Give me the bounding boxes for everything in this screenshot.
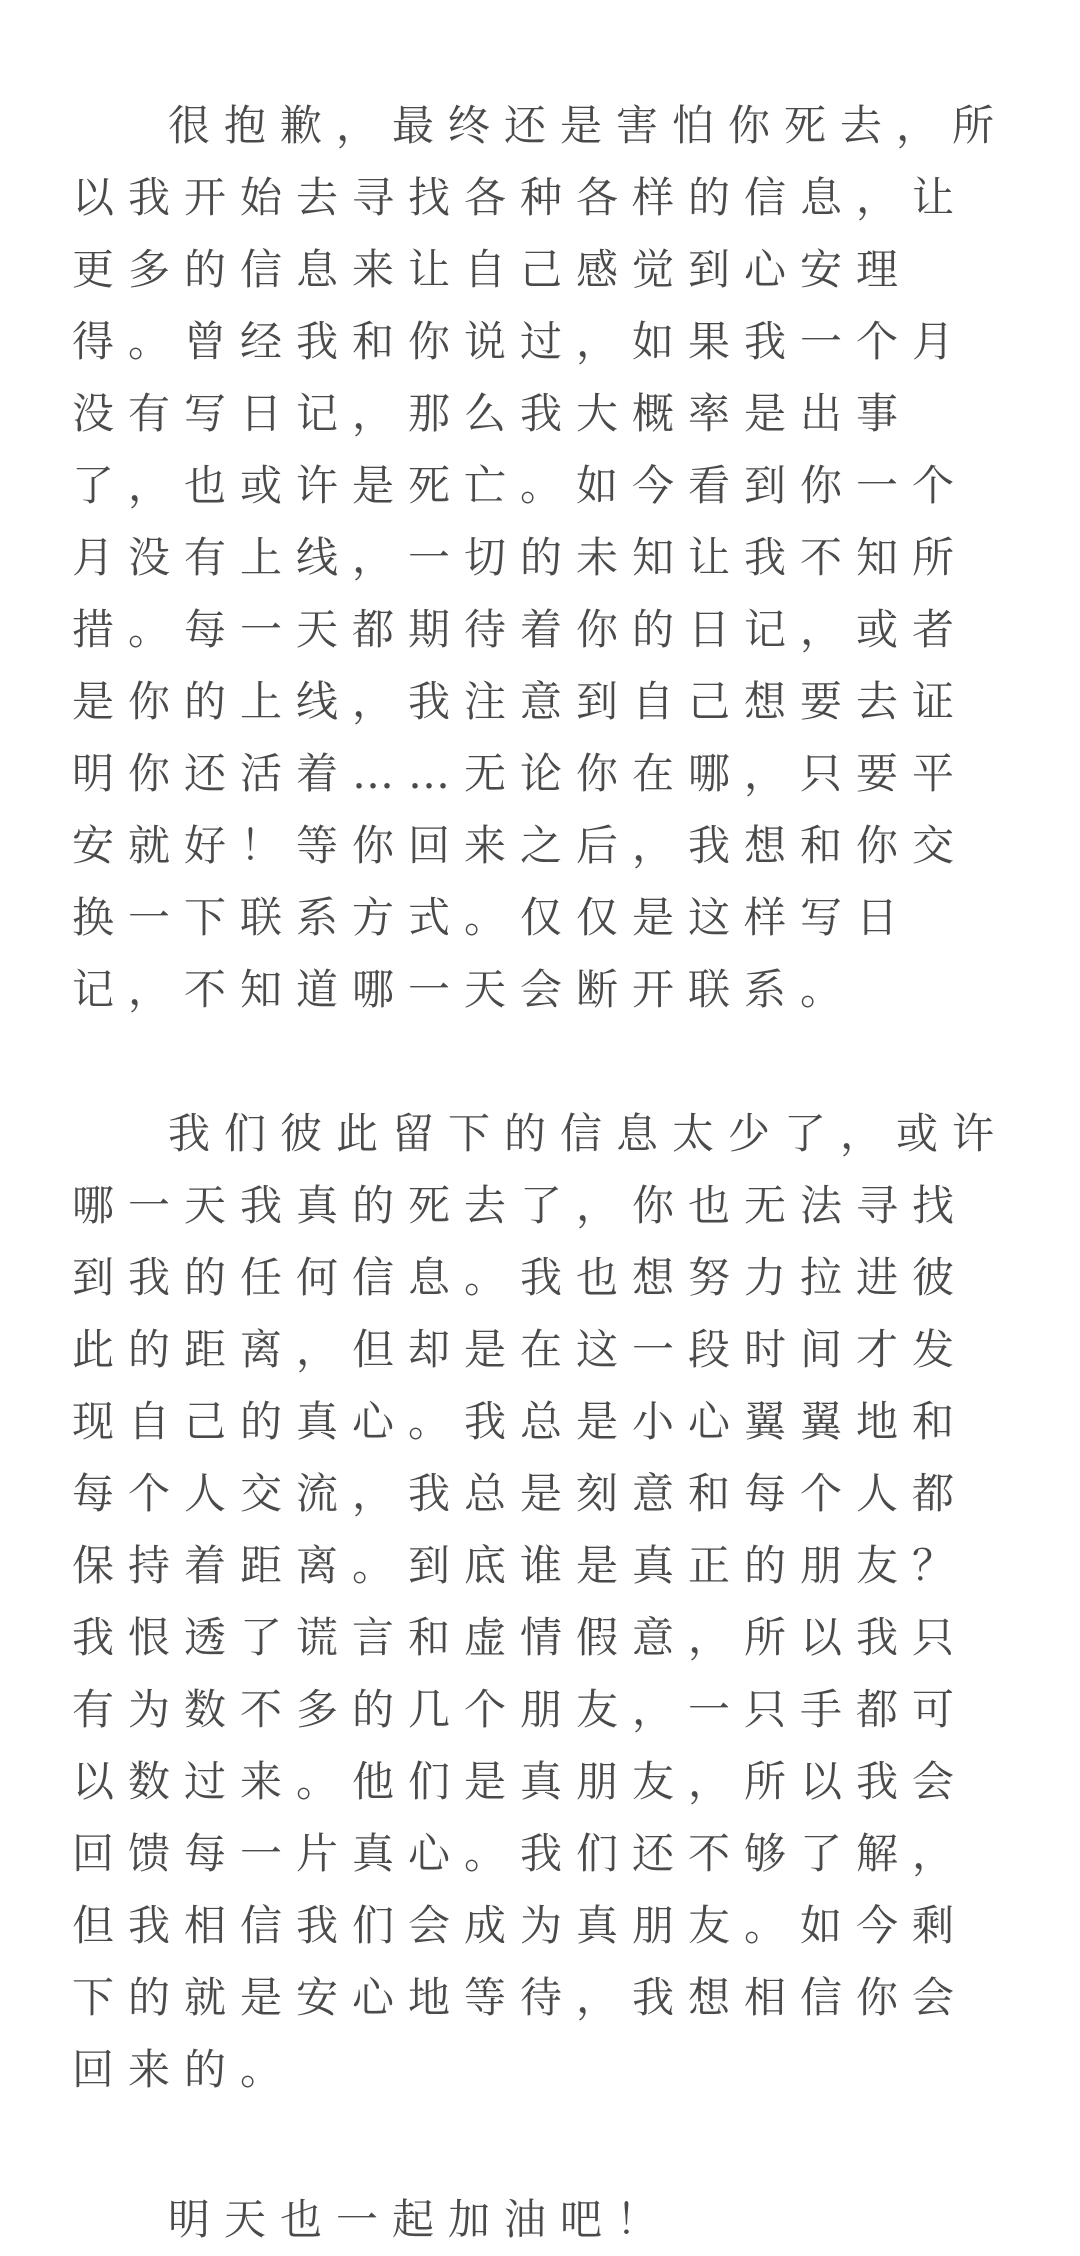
paragraph-spacer <box>72 1026 1008 1098</box>
paragraph-spacer <box>72 2106 1008 2184</box>
paragraph-2: 我们彼此留下的信息太少了，或许哪一天我真的死去了，你也无法寻找到我的任何信息。我也想努力拉进彼此的距离，但却是在这一段时间才发现自己的真心。我总是小心翼翼地和每个人交流，我总是刻意和每个人都保持着距离。到底谁是真正的朋友？我恨透了谎言和虚情假意，所以我只有为数不多的几个朋友，一只手都可以数过来。他们是真朋友，所以我会回馈每一片真心。我们还不够了解，但我相信我们会成为真朋友。如今剩下的就是安心地等待，我想相信你会回来的。 <box>72 1109 1009 2094</box>
paragraph-3: 明天也一起加油吧！ <box>168 2195 673 2244</box>
paragraph-1: 很抱歉，最终还是害怕你死去，所以我开始去寻找各种各样的信息，让更多的信息来让自己感觉到心安理得。曾经我和你说过，如果我一个月没有写日记，那么我大概率是出事了，也或许是死亡。如今看到你一个月没有上线，一切的未知让我不知所措。每一天都期待着你的日记，或者是你的上线，我注意到自己想要去证明你还活着……无论你在哪，只要平安就好！等你回来之后，我想和你交换一下联系方式。仅仅是这样写日记，不知道哪一天会断开联系。 <box>72 101 1009 1014</box>
diary-text-body <box>72 90 1008 2256</box>
